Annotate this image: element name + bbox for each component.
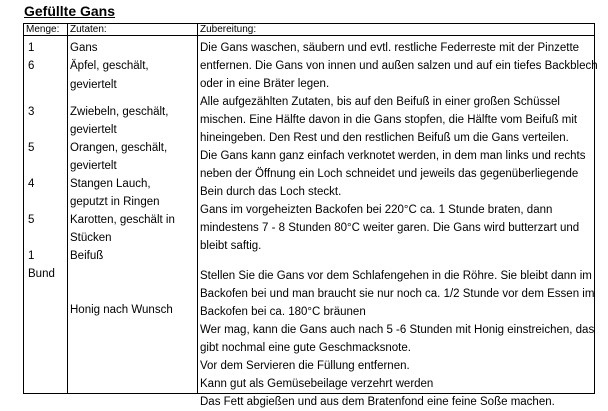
zutat-line: geviertelt bbox=[70, 79, 117, 91]
zubereitung-line: mindestens 7 - 8 Stunden 80°C weiter garen. Die Gans wird butterzart und bbox=[200, 222, 580, 234]
menge-zwiebeln: 3 bbox=[28, 106, 35, 118]
zutat-line: Beifuß bbox=[70, 250, 104, 262]
zubereitung-line: gibt nochmal eine gute Geschmacksnote. bbox=[200, 342, 411, 354]
recipe-table bbox=[23, 23, 598, 408]
zutat-line: geviertelt bbox=[70, 160, 117, 172]
menge-orangen: 5 bbox=[28, 142, 35, 154]
zutat-line: geputzt in Ringen bbox=[70, 196, 160, 208]
zubereitung-line: Die Gans waschen, säubern und evtl. restliche Federreste mit der Pinzette bbox=[200, 42, 580, 54]
zubereitung-line: entfernen. Die Gans von innen und außen salzen und auf ein tiefes Backblech bbox=[200, 60, 598, 72]
table-body-row bbox=[24, 36, 595, 394]
zutat-line: Äpfel, geschält, bbox=[70, 60, 149, 72]
menge-beifuss: 1 bbox=[28, 250, 35, 262]
zubereitung-line: Alle aufgezählten Zutaten, bis auf den Beifuß in einer großen Schüssel bbox=[200, 96, 560, 108]
zubereitung-line: Wer mag, kann die Gans auch nach 5 -6 Stunden mit Honig einstreichen, das bbox=[200, 324, 595, 336]
zutaten-column bbox=[68, 36, 198, 394]
header-zubereitung: Zubereitung: bbox=[198, 24, 595, 36]
zutat-line: Zwiebeln, geschält, bbox=[70, 106, 169, 118]
zutat-line: Gans bbox=[70, 42, 98, 54]
zubereitung-line: Vor dem Servieren die Füllung entfernen. bbox=[200, 360, 410, 372]
zubereitung-column bbox=[198, 36, 598, 408]
zubereitung-line: neben der Öffnung ein Loch schneidet und jeweils das gegenüberliegende bbox=[200, 168, 579, 180]
zutat-line: Orangen, geschält, bbox=[70, 142, 168, 154]
recipe-title: Gefüllte Gans bbox=[24, 3, 116, 19]
zubereitung-line: mischen. Eine Hälfte davon in die Gans stopfen, die Hälfte vom Beifuß mit bbox=[200, 114, 578, 126]
zubereitung-line: bleibt saftig. bbox=[200, 240, 262, 252]
table-header-row bbox=[24, 24, 595, 36]
zutat-line: Stücken bbox=[70, 232, 112, 244]
zubereitung-line: Kann gut als Gemüsebeilage verzehrt werden bbox=[200, 378, 434, 390]
zutat-line: Karotten, geschält in bbox=[70, 214, 175, 226]
zubereitung-line: Stellen Sie die Gans vor dem Schlafengehen in die Röhre. Sie bleibt dann im bbox=[200, 270, 592, 282]
zubereitung-line: Bein durch das Loch steckt. bbox=[200, 186, 342, 198]
header-zutaten: Zutaten: bbox=[68, 24, 198, 36]
menge-gans: 1 bbox=[28, 42, 35, 54]
zubereitung-line: oder in eine Bräter legen. bbox=[200, 78, 330, 90]
menge-bund: Bund bbox=[28, 268, 55, 280]
zubereitung-line: Gans im vorgeheizten Backofen bei 220°C ca. 1 Stunde braten, dann bbox=[200, 204, 553, 216]
zubereitung-line: hineingeben. Den Rest und den restlichen Beifuß um die Gans verteilen. bbox=[200, 132, 569, 144]
zubereitung-line: Das Fett abgießen und aus dem Bratenfond eine feine Soße machen. bbox=[200, 396, 555, 408]
menge-column bbox=[24, 36, 68, 394]
menge-lauch: 4 bbox=[28, 178, 35, 190]
zubereitung-line: Die Gans kann ganz einfach verknotet werden, in dem man links und rechts bbox=[200, 150, 586, 162]
zutat-line: geviertelt bbox=[70, 124, 117, 136]
zutat-line: Honig nach Wunsch bbox=[70, 304, 173, 316]
menge-karotten: 5 bbox=[28, 214, 35, 226]
zubereitung-line: Backofen bei und man braucht sie nur noch ca. 1/2 Stunde vor dem Essen im bbox=[200, 288, 595, 300]
header-menge: Menge: bbox=[24, 24, 68, 36]
menge-aepfel: 6 bbox=[28, 60, 35, 72]
zubereitung-line: Backofen bei ca. 180°C bräunen bbox=[200, 306, 366, 318]
zutat-line: Stangen Lauch, bbox=[70, 178, 151, 190]
